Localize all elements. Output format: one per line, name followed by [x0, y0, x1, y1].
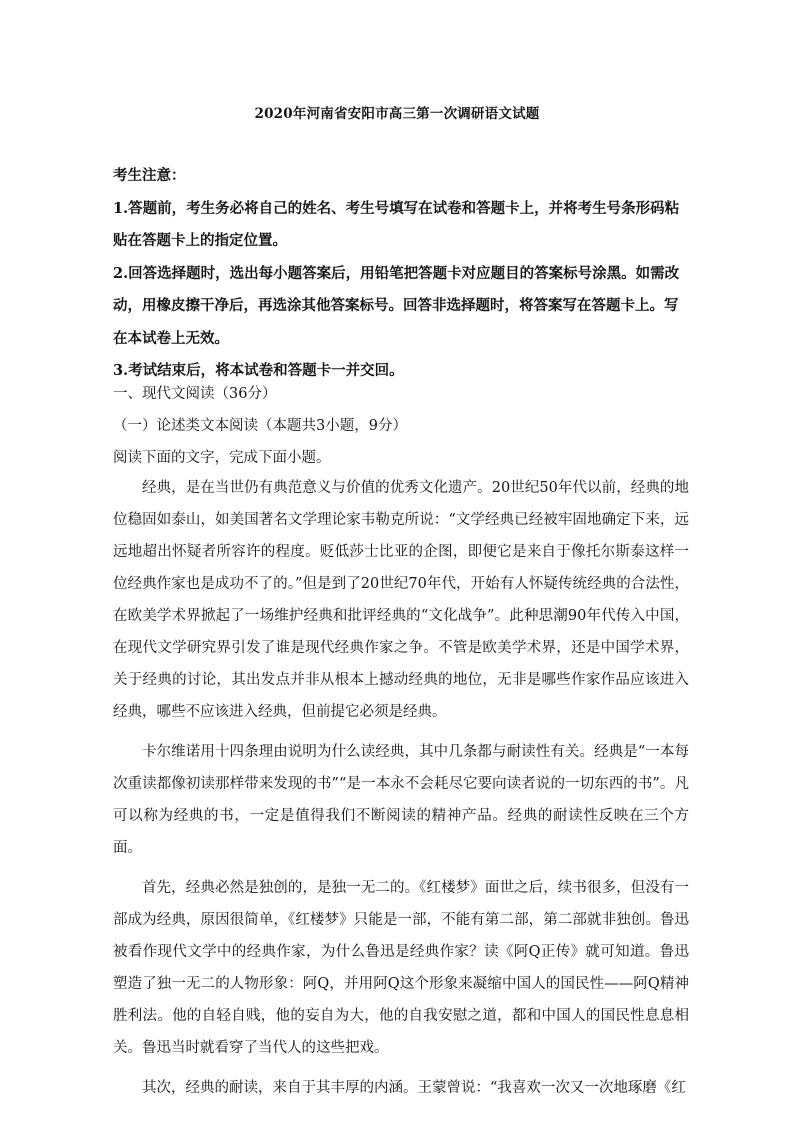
passage-paragraph-1: 经典，是在当世仍有典范意义与价值的优秀文化遗产。20世纪50年代以前，经典的地位稳固如泰山，如美国著名文学理论家韦勒克所说：“文学经典已经被牢固地确定下来，远远地超出怀疑者所容许的程度。贬低莎士比亚的企图，即便它是来自于像托尔斯泰这样一位经典作家也是成功不了的。”但是到了20世纪70年代，开始有人怀疑传统经典的合法性，在欧美学术界掀起了一场维护经典和批评经典的“文化战争”。此种思潮90年代传入中国，在现代文学研究界引发了谁是现代经典作家之争。不管是欧美学术界，还是中国学术界，关于经典的讨论，其出发点并非从根本上撼动经典的地位，无非是哪些作家作品应该进入经典，哪些不应该进入经典，但前提它必须是经典。	[113, 480, 689, 720]
reading-passage	[113, 472, 689, 1104]
passage-paragraph-4: 其次，经典的耐读，来自于其丰厚的内涵。王蒙曾说：“我喜欢一次又一次地琢磨《红	[142, 1080, 686, 1096]
section-heading: 一、现代文阅读（36分）	[113, 386, 277, 402]
page-title: 2020年河南省安阳市高三第一次调研语文试题	[254, 106, 540, 122]
section-heading-block	[113, 378, 689, 474]
notice-item-1: 1.答题前，考生务必将自己的姓名、考生号填写在试卷和答题卡上，并将考生号条形码粘贴在答题卡上的指定位置。	[113, 199, 680, 249]
reading-instruction: 阅读下面的文字，完成下面小题。	[113, 450, 331, 466]
passage-paragraph-3: 首先，经典必然是独创的，是独一无二的。《红楼梦》面世之后，续书很多，但没有一部成为经典，原因很简单，《红楼梦》只能是一部，不能有第二部，第二部就非独创。鲁迅被看作现代文学中的经典作家，为什么鲁迅是经典作家？读《阿Q正传》就可知道。鲁迅塑造了独一无二的人物形象：阿Q，并用阿Q这个形象来凝缩中国人的国民性——阿Q精神胜利法。他的自轻自贱，他的妄自为大，他的自我安慰之道，都和中国人的国民性息息相关。鲁迅当时就看穿了当代人的这些把戏。	[113, 880, 689, 1056]
exam-notice	[113, 160, 689, 388]
notice-item-2: 2.回答选择题时，选出每小题答案后，用铅笔把答题卡对应题目的答案标号涂黑。如需改动，用橡皮擦干净后，再选涂其他答案标号。回答非选择题时，将答案写在答题卡上。写在本试卷上无效。	[113, 264, 680, 347]
notice-heading: 考生注意：	[113, 167, 186, 184]
notice-item-3: 3.考试结束后，将本试卷和答题卡一并交回。	[113, 362, 404, 379]
passage-paragraph-2: 卡尔维诺用十四条理由说明为什么读经典，其中几条都与耐读性有关。经典是“一本每次重读都像初读那样带来发现的书”“是一本永不会耗尽它要向读者说的一切东西的书”。凡可以称为经典的书，一定是值得我们不断阅读的精神产品。经典的耐读性反映在三个方面。	[113, 744, 689, 856]
subsection-heading: （一）论述类文本阅读（本题共3小题，9分）	[113, 418, 407, 434]
